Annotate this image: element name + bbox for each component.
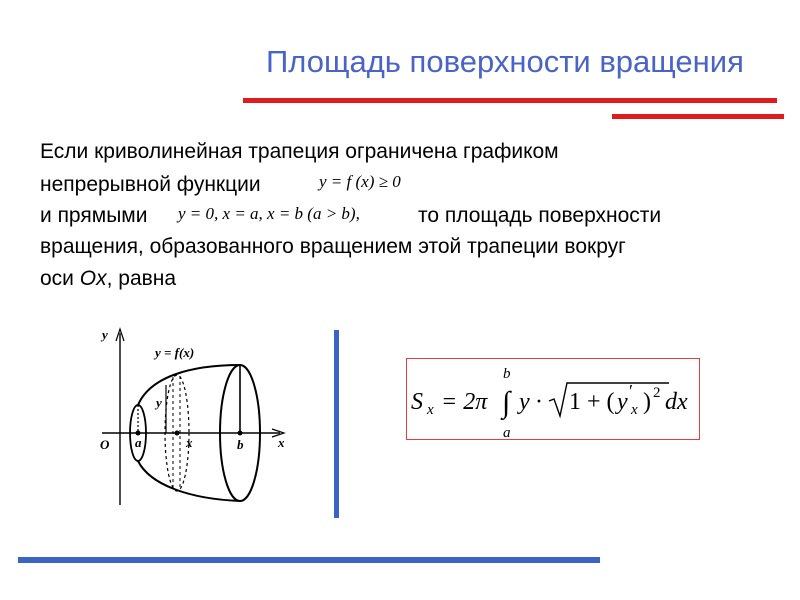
formula-power: 2	[653, 385, 661, 401]
title-underline-red-short	[612, 114, 784, 119]
divider-vertical-blue	[334, 330, 339, 518]
text-line-4: вращения, образованного вращением этой трапеции вокруг	[40, 235, 626, 258]
text-line-3b: то площадь поверхности	[418, 204, 662, 227]
x-axis-label: x	[278, 435, 285, 450]
text-line-1: Если криволинейная трапеция ограничена графиком	[40, 140, 559, 163]
formula-one-plus: 1 + (	[569, 389, 615, 415]
text-line-5-prefix: оси	[40, 267, 80, 290]
surface-top-outline	[138, 365, 240, 405]
axis-name: Ox	[79, 267, 107, 290]
label-x-inner: x	[186, 435, 193, 450]
formula-upper-limit: b	[503, 366, 511, 382]
formula-integrand-y: y ·	[519, 389, 542, 415]
y-axis-label: y	[102, 327, 108, 342]
formula-close-paren: )	[643, 389, 651, 415]
surface-of-revolution-figure	[80, 305, 330, 520]
formula-lower-limit: a	[503, 425, 511, 441]
formula-lhs-sub: x	[427, 402, 434, 418]
point-x	[175, 431, 180, 436]
formula-y-prime: y	[617, 389, 628, 415]
function-condition: y = f (x) ≥ 0	[319, 172, 401, 191]
text-line-3a: и прямыми	[40, 204, 148, 227]
formula-integral-sign: ∫	[502, 386, 511, 419]
surface-area-formula	[407, 359, 701, 441]
formula-eq: = 2π	[441, 389, 488, 415]
formula-box	[406, 358, 700, 440]
label-a: a	[135, 435, 142, 450]
formula-lhs: S	[411, 389, 423, 415]
formula-prime-sub: x	[631, 402, 638, 418]
curve-label: y = f(x)	[155, 345, 195, 360]
text-line-2: непрерывной функции	[40, 173, 261, 196]
lines-condition: y = 0, x = a, x = b (a > b),	[178, 204, 360, 223]
text-line-5-suffix: , равна	[106, 267, 177, 290]
formula-dx: dx	[665, 389, 688, 415]
label-b: b	[237, 437, 244, 452]
title-underline-red	[243, 98, 777, 103]
formula-prime-mark: ′	[629, 381, 633, 401]
footer-rule-blue	[18, 557, 600, 563]
label-y-inner: y	[156, 395, 162, 410]
text-line-5	[40, 266, 176, 292]
page-title: Площадь поверхности вращения	[266, 44, 744, 79]
point-b	[238, 431, 243, 436]
origin-label: O	[100, 437, 110, 452]
surface-bottom-outline	[138, 461, 240, 501]
